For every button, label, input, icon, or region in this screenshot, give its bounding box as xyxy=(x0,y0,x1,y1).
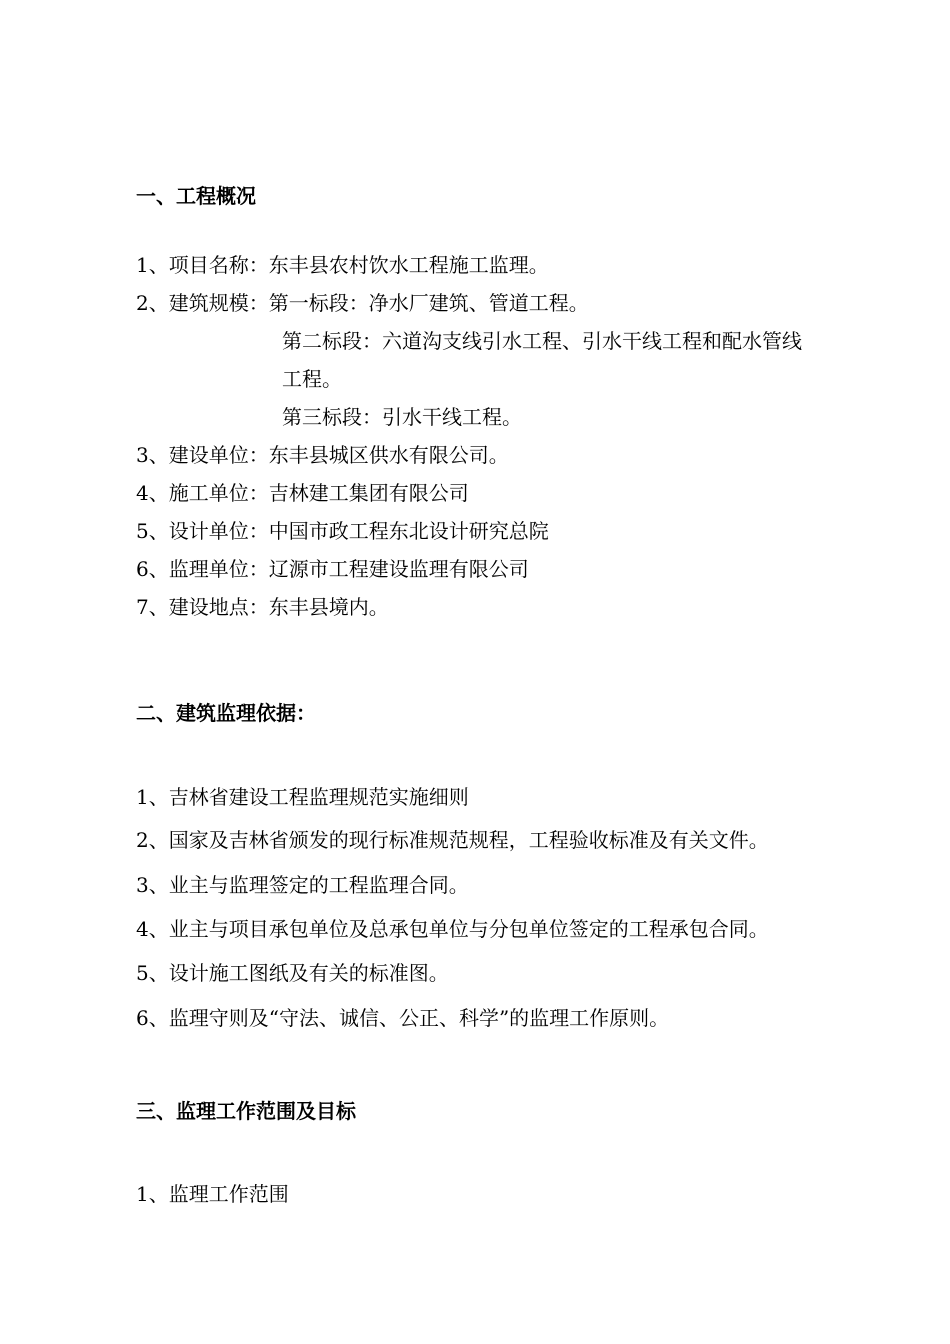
section2-heading: 二、建筑监理依据： xyxy=(136,701,316,725)
basis-item-4: 4、业主与项目承包单位及总承包单位与分包单位签定的工程承包合同。 xyxy=(136,917,769,941)
project-name-line: 1、项目名称：东丰县农村饮水工程施工监理。 xyxy=(136,253,549,277)
scale-section3-line: 第三标段：引水干线工程。 xyxy=(282,405,522,429)
basis-item-3: 3、业主与监理签定的工程监理合同。 xyxy=(136,873,469,897)
scope-item-1: 1、监理工作范围 xyxy=(136,1182,289,1206)
basis-item-5: 5、设计施工图纸及有关的标准图。 xyxy=(136,961,449,985)
contractor-unit-line: 4、施工单位：吉林建工集团有限公司 xyxy=(136,481,469,505)
basis-item-1: 1、吉林省建设工程监理规范实施细则 xyxy=(136,785,469,809)
supervision-unit-line: 6、监理单位：辽源市工程建设监理有限公司 xyxy=(136,557,529,581)
basis-item-6: 6、监理守则及“守法、诚信、公正、科学”的监理工作原则。 xyxy=(136,1006,670,1030)
design-unit-line: 5、设计单位：中国市政工程东北设计研究总院 xyxy=(136,519,549,543)
owner-unit-line: 3、建设单位：东丰县城区供水有限公司。 xyxy=(136,443,509,467)
construction-site-line: 7、建设地点：东丰县境内。 xyxy=(136,595,389,619)
scale-section2-line: 第二标段：六道沟支线引水工程、引水干线工程和配水管线 xyxy=(282,329,802,353)
section1-heading: 一、工程概况 xyxy=(136,184,256,208)
scale-section2-wrap-line: 工程。 xyxy=(282,367,342,391)
section3-heading: 三、监理工作范围及目标 xyxy=(136,1099,356,1123)
construction-scale-line: 2、建筑规模：第一标段：净水厂建筑、管道工程。 xyxy=(136,291,589,315)
basis-item-2: 2、国家及吉林省颁发的现行标准规范规程，工程验收标准及有关文件。 xyxy=(136,828,769,852)
